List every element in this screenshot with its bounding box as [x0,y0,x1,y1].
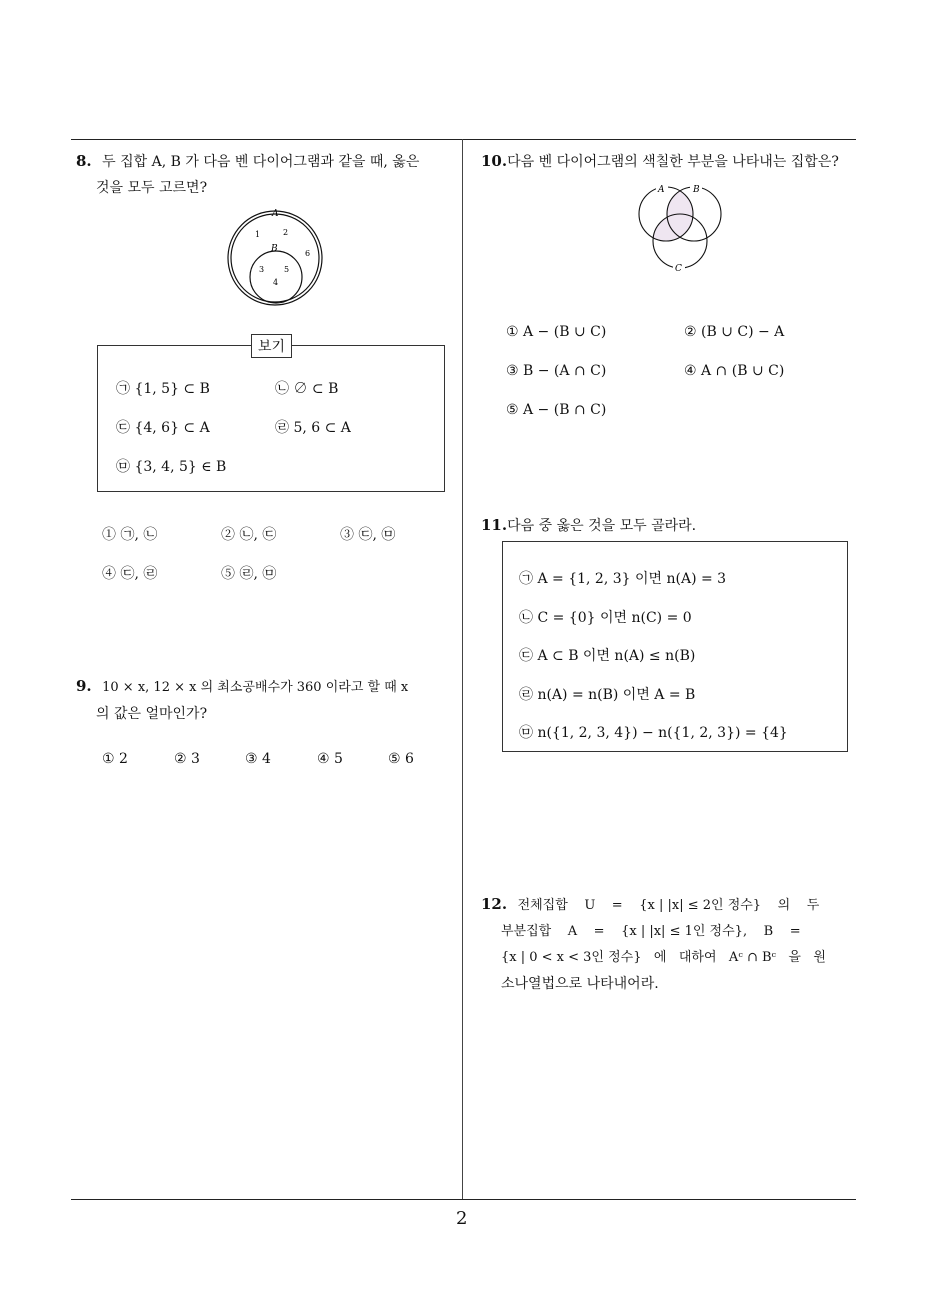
answer-choice-3[interactable]: ③ B − (A ∩ C) [506,363,607,379]
answer-choice-5[interactable]: ⑤ ㉣, ㉤ [221,566,277,582]
question-9 [76,673,458,727]
set-a-circle [231,214,319,302]
set-c-label: C [675,264,682,274]
set-b-label: B [693,185,700,195]
question-text-line1: 두 집합 A, B 가 다음 벤 다이어그램과 같을 때, 옳은 [102,154,420,170]
bogi-item-b: ㉡ ∅ ⊂ B [275,381,339,397]
question-text-line1: 전체집합 U = {x | |x| ≤ 2인 정수} 의 두 [517,898,820,913]
answer-choice-4[interactable]: ④ A ∩ (B ∪ C) [684,363,785,379]
set-a-label: A [272,209,279,219]
question-number: 11. [481,516,508,534]
answer-choice-5[interactable]: ⑤ 6 [388,751,414,767]
bogi-item-c: ㉢ {4, 6} ⊂ A [116,420,210,436]
statement-a: ㉠ A = {1, 2, 3} 이면 n(A) = 3 [519,571,727,587]
answer-choice-1[interactable]: ① A − (B ∪ C) [506,324,607,340]
question-text-line1: 10 × x, 12 × x 의 최소공배수가 360 이라고 할 때 x [102,680,409,695]
statement-c: ㉢ A ⊂ B 이면 n(A) ≤ n(B) [519,648,696,664]
question-text-line4: 소나열법으로 나타내어라. [501,976,659,992]
question-text-line2: 의 값은 얼마인가? [96,706,208,722]
question-number: 8. [76,152,92,170]
question-8 [76,148,456,201]
answer-choice-2[interactable]: ② 3 [174,751,200,767]
element-5: 5 [284,265,290,274]
set-b-circle [250,251,302,303]
bogi-item-a: ㉠ {1, 5} ⊂ B [116,381,210,397]
answer-choice-3[interactable]: ③ 4 [245,751,271,767]
question-number: 9. [76,677,92,695]
answer-choice-1[interactable]: ① 2 [102,751,128,767]
question-number: 12. [481,895,508,913]
venn-diagram-q8 [225,206,325,308]
answer-choice-2[interactable]: ② ㉡, ㉢ [221,527,277,543]
universal-outline [228,211,322,305]
bogi-item-e: ㉤ {3, 4, 5} ∈ B [116,459,227,475]
answer-choice-3[interactable]: ③ ㉢, ㉤ [340,527,396,543]
answer-choice-1[interactable]: ① ㉠, ㉡ [102,527,158,543]
element-6: 6 [305,249,311,258]
question-11 [481,512,696,539]
answer-choice-5[interactable]: ⑤ A − (B ∩ C) [506,402,607,418]
question-text-line2: 부분집합 A = {x | |x| ≤ 1인 정수}, B = [501,924,801,939]
element-1: 1 [255,230,261,239]
page-number: 2 [456,1208,468,1229]
bottom-rule [71,1199,856,1200]
element-3: 3 [259,265,265,274]
answer-choice-4[interactable]: ④ ㉢, ㉣ [102,566,158,582]
element-4: 4 [273,278,279,287]
question-text-line3: {x | 0 < x < 3인 정수} 에 대하여 Aᶜ ∩ Bᶜ 을 원 [501,950,826,965]
question-12 [481,891,859,997]
column-divider [462,139,463,1200]
question-text: 다음 벤 다이어그램의 색칠한 부분을 나타내는 집합은? [507,154,839,170]
statement-e: ㉤ n({1, 2, 3, 4}) − n({1, 2, 3}) = {4} [519,725,788,741]
answer-choice-4[interactable]: ④ 5 [317,751,343,767]
question-10 [481,148,839,175]
bogi-item-d: ㉣ 5, 6 ⊂ A [275,420,351,436]
statement-b: ㉡ C = {0} 이면 n(C) = 0 [519,610,692,626]
statement-d: ㉣ n(A) = n(B) 이면 A = B [519,687,696,703]
set-a-label: A [658,185,665,195]
question-number: 10. [481,152,508,170]
venn-diagram-q10 [630,180,730,276]
question-text: 다음 중 옳은 것을 모두 골라라. [507,518,697,534]
answer-choice-2[interactable]: ② (B ∪ C) − A [684,324,785,340]
element-2: 2 [283,228,289,237]
question-text-line2: 것을 모두 고르면? [96,180,208,196]
bogi-label: 보기 [251,334,292,358]
top-rule [71,139,856,140]
set-b-label: B [271,244,278,254]
